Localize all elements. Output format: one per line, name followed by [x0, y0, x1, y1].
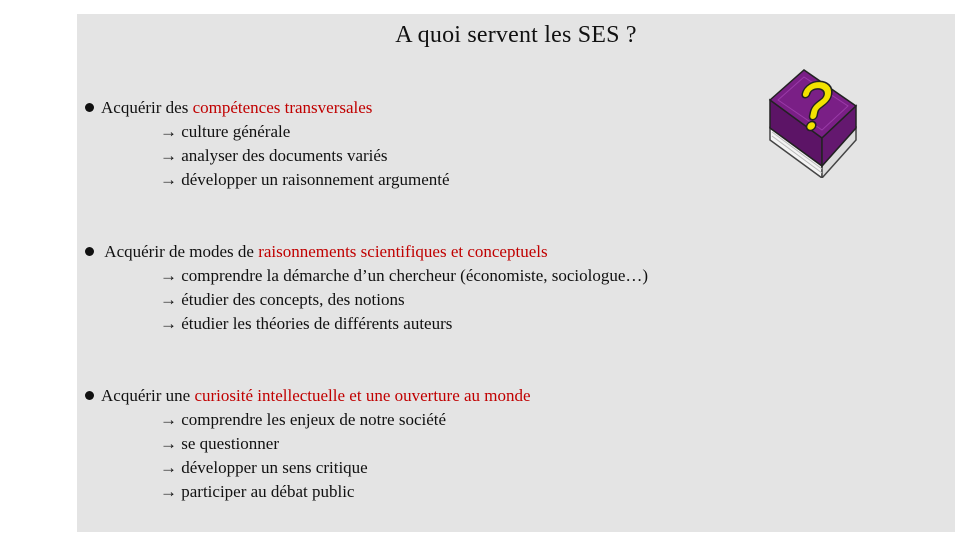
list-item: → développer un sens critique: [160, 458, 368, 477]
list-item: → participer au débat public: [160, 482, 355, 501]
bullet-prefix: Acquérir de modes de: [101, 242, 259, 261]
section-curiosity: [85, 384, 531, 504]
bullet-highlight: compétences transversales: [192, 98, 373, 117]
section-scientific-reasoning: [85, 240, 648, 336]
list-item: → culture générale: [160, 122, 291, 141]
bullet-heading: [85, 96, 450, 120]
list-item: → analyser des documents variés: [160, 146, 388, 165]
slide-title: A quoi servent les SES ?: [395, 22, 637, 48]
bullet-highlight: raisonnements scientifiques et conceptuels: [258, 242, 548, 261]
question-book-icon: [764, 68, 860, 178]
bullet-heading: [85, 240, 648, 264]
bullet-prefix: Acquérir des: [101, 98, 193, 117]
bullet-highlight: curiosité intellectuelle et une ouverture au monde: [194, 386, 531, 405]
list-item: → se questionner: [160, 434, 279, 453]
slide: [77, 14, 955, 532]
list-item: → comprendre les enjeux de notre société: [160, 410, 447, 429]
list-item: → développer un raisonnement argumenté: [160, 170, 450, 189]
bullet-dot-icon: [85, 247, 94, 256]
list-item: → étudier des concepts, des notions: [160, 290, 405, 309]
list-item: → comprendre la démarche d’un chercheur (économiste, sociologue…): [160, 266, 649, 285]
bullet-heading: [85, 384, 531, 408]
list-item: → étudier les théories de différents auteurs: [160, 314, 453, 333]
bullet-prefix: Acquérir une: [101, 386, 195, 405]
bullet-dot-icon: [85, 103, 94, 112]
section-transversal-skills: [85, 96, 450, 192]
bullet-dot-icon: [85, 391, 94, 400]
